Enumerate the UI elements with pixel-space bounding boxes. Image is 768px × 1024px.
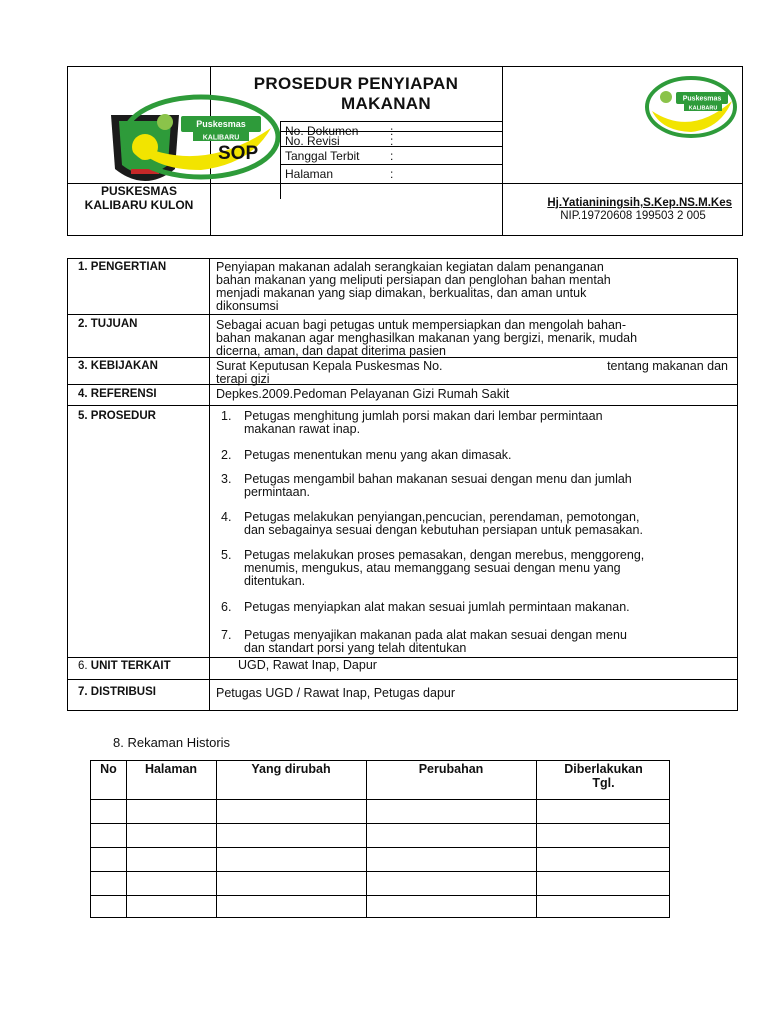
prosedur-row-divider bbox=[68, 405, 737, 406]
historis-col-divider bbox=[126, 761, 127, 917]
puskesmas-logo-right bbox=[644, 75, 738, 139]
meta-tanggal-terbit: Tanggal Terbit : bbox=[280, 146, 503, 165]
referensi-text: Depkes.2009.Pedoman Pelayanan Gizi Rumah Sakit bbox=[216, 387, 510, 401]
document-title-line1: PROSEDUR PENYIAPAN bbox=[253, 74, 459, 93]
meta-halaman: Halaman : bbox=[280, 164, 503, 183]
kebijakan-row-divider bbox=[68, 357, 737, 358]
document-header bbox=[67, 66, 743, 236]
historis-header-yang-dirubah: Yang dirubah bbox=[251, 762, 331, 776]
meta-no-dokumen: No. Dokumen : bbox=[280, 121, 503, 140]
tujuan-label: 2. TUJUAN bbox=[78, 318, 138, 330]
historis-col-divider bbox=[366, 761, 367, 917]
referensi-row-divider bbox=[68, 384, 737, 385]
distribusi-row-divider bbox=[68, 679, 737, 680]
historis-row bbox=[91, 823, 669, 824]
distribusi-text: Petugas UGD / Rawat Inap, Petugas dapur bbox=[216, 686, 456, 700]
unit-terkait-row-divider bbox=[68, 657, 737, 658]
historis-header-perubahan: Perubahan bbox=[418, 762, 484, 776]
svg-text:Puskesmas: Puskesmas bbox=[196, 119, 246, 129]
historis-title: 8. Rekaman Historis bbox=[113, 735, 231, 750]
pengertian-text: Penyiapan makanan adalah serangkaian kegiatan dalam penanganan bahan makanan yang meliputi persiapan dan penglohan bahan mentah menjadi makanan yang siap dimakan, berkualitas, dan aman untuk dikonsumsi bbox=[216, 260, 611, 313]
kebijakan-label: 3. KEBIJAKAN bbox=[78, 360, 158, 372]
org-name-line1: PUSKESMAS bbox=[100, 184, 177, 198]
referensi-label: 4. REFERENSI bbox=[78, 388, 157, 400]
meta-no-revisi: No. Revisi : bbox=[280, 131, 503, 150]
kebijakan-text: Surat Keputusan Kepala Puskesmas No. tentang makanan dan terapi gizi bbox=[216, 359, 728, 386]
tujuan-text: Sebagai acuan bagi petugas untuk mempersiapkan dan mengolah bahan- bahan makanan agar menghasilkan makanan yang bergizi, menarik, mudah dicerna, aman, dan dapat diterima pasien bbox=[216, 318, 638, 358]
org-name-line2: KALIBARU KULON bbox=[84, 198, 194, 212]
historis-col-divider bbox=[216, 761, 217, 917]
unit-terkait-text: UGD, Rawat Inap, Dapur bbox=[238, 658, 377, 672]
historis-row bbox=[91, 895, 669, 896]
prosedur-label: 5. PROSEDUR bbox=[78, 410, 156, 422]
label-column-divider bbox=[209, 259, 210, 710]
historis-row bbox=[91, 847, 669, 848]
historis-header-halaman: Halaman bbox=[144, 762, 198, 776]
svg-text:Puskesmas: Puskesmas bbox=[682, 95, 722, 103]
historis-table bbox=[90, 760, 670, 918]
document-title-line2: MAKANAN bbox=[341, 94, 431, 113]
signatory-name: Hj.Yatianiningsih,S.Kep.NS.M.Kes bbox=[547, 197, 732, 209]
historis-header-no: No bbox=[100, 762, 117, 776]
distribusi-label: 7. DISTRIBUSI bbox=[78, 686, 156, 698]
sop-label: SOP bbox=[218, 143, 259, 164]
signatory-nip: NIP.19720608 199503 2 005 bbox=[560, 210, 706, 222]
historis-row bbox=[91, 871, 669, 872]
historis-row bbox=[91, 799, 669, 800]
svg-text:KALIBARU: KALIBARU bbox=[688, 105, 718, 112]
unit-terkait-label: 6. UNIT TERKAIT bbox=[78, 660, 171, 672]
historis-header-diberlakukan: Diberlakukan Tgl. bbox=[564, 762, 643, 790]
tujuan-row-divider bbox=[68, 314, 737, 315]
sop-content-table: 1. PENGERTIAN Penyiapan makanan adalah serangkaian kegiatan dalam penanganan bahan makanan yang meliputi persiapan dan penglohan bahan mentah menjadi makanan yang siap dimakan, berkualitas, dan aman untuk dikonsumsi 2. TUJUAN Sebagai acuan bagi petugas untuk mempersiapkan dan mengolah bahan- bahan makanan agar menghasilkan makanan yang bergizi, menarik, mudah dicerna, aman, dan dapat diterima pasien 3. KEBIJAKAN Surat Keputusan Kepala Puskesmas No. tentang makanan dan terapi gizi 4. REFERENSI Depkes.2009.Pedoman Pelayanan Gizi Rumah Sakit 5. PROSEDUR 1. Petugas menghitung jumlah porsi makan dari lembar permintaan makanan rawat inap. 2. Petugas menentukan menu yang akan dimasak. 3. Petugas mengambil bahan makanan sesuai dengan menu dan jumlah permintaan. 4. Petugas melakukan penyiangan,pencucian, perendaman, pemotongan, dan sebagainya sesuai dengan kebutuhan persiapan untuk pemasakan. 5. Petugas melakukan proses pemasakan, dengan merebus, menggoreng, menumis, mengukus, atau memanggang sesuai dengan menu yang ditentukan. 6. Petugas menyiapkan alat makan sesuai jumlah permintaan makanan. 7. Petugas menyajikan makanan pada alat makan sesuai dengan menu dan standart porsi yang telah ditentukan 6. UNIT TERKAIT UGD, Rawat Inap, Dapur 7. DISTRIBUSI Petugas UGD / Rawat Inap, Petugas dapur bbox=[67, 258, 738, 711]
svg-text:KALIBARU: KALIBARU bbox=[202, 134, 240, 142]
pengertian-label: 1. PENGERTIAN bbox=[78, 261, 167, 273]
